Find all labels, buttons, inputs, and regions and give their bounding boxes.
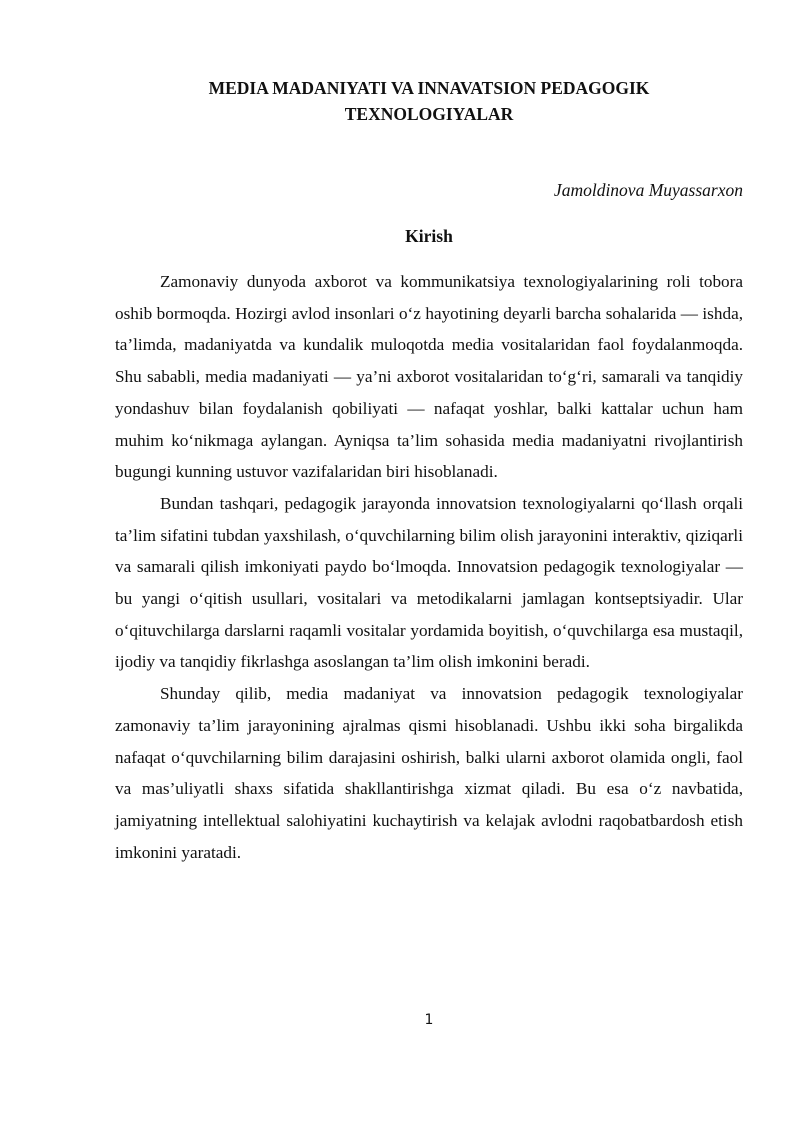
section-heading: Kirish <box>405 226 453 246</box>
body-text <box>115 266 743 868</box>
document-title <box>115 75 743 127</box>
author-name: Jamoldinova Muyassarxon <box>553 180 743 200</box>
title-line-1: MEDIA MADANIYATI VA INNAVATSION PEDAGOGIK <box>208 78 650 98</box>
paragraph: Shunday qilib, media madaniyat va innovatsion pedagogik texnologiyalar zamonaviy ta’lim jarayonining ajralmas qismi hisoblanadi. Ushbu ikki soha birgalikda nafaqat o‘quvchilarning bilim darajasini oshirish, balki ularni axborot olamida ongli, faol va mas’uliyatli shaxs sifatida shakllantirishga xizmat qiladi. Bu esa o‘z navbatida, jamiyatning intellektual salohiyatini kuchaytirish va kelajak avlodni raqobatbardosh etish imkonini yaratadi. <box>115 684 743 862</box>
paragraph: Bundan tashqari, pedagogik jarayonda innovatsion texnologiyalarni qo‘llash orqali ta’lim sifatini tubdan yaxshilash, o‘quvchilarning bilim olish jarayonini interaktiv, qiziqarli va samarali qilish imkoniyati paydo bo‘lmoqda. Innovatsion pedagogik texnologiyalar — bu yangi o‘qitish usullari, vositalari va metodikalarni jamlagan kontseptsiyadir. Ular o‘qituvchilarga darslarni raqamli vositalar yordamida boyitish, o‘quvchilarga esa mustaqil, ijodiy va tanqidiy fikrlashga asoslangan ta’lim olish imkonini beradi. <box>115 493 743 672</box>
page-number: 1 <box>424 1012 434 1028</box>
paragraph: Zamonaviy dunyoda axborot va kommunikatsiya texnologiyalarining roli tobora oshib bormoqda. Hozirgi avlod insonlari o‘z hayotining deyarli barcha sohalarida — ishda, ta’limda, madaniyatda va kundalik muloqotda media vositalaridan faol foydalanmoqda. Shu sababli, media madaniyati — ya’ni axborot vositalaridan to‘g‘ri, samarali va tanqidiy yondashuv bilan foydalanish qobiliyati — nafaqat yoshlar, balki kattalar uchun ham muhim ko‘nikmaga aylangan. Ayniqsa ta’lim sohasida media madaniyatni rivojlantirish bugungi kunning ustuvor vazifalaridan biri hisoblanadi. <box>115 272 743 482</box>
title-line-2: TEXNOLOGIYALAR <box>344 104 514 124</box>
